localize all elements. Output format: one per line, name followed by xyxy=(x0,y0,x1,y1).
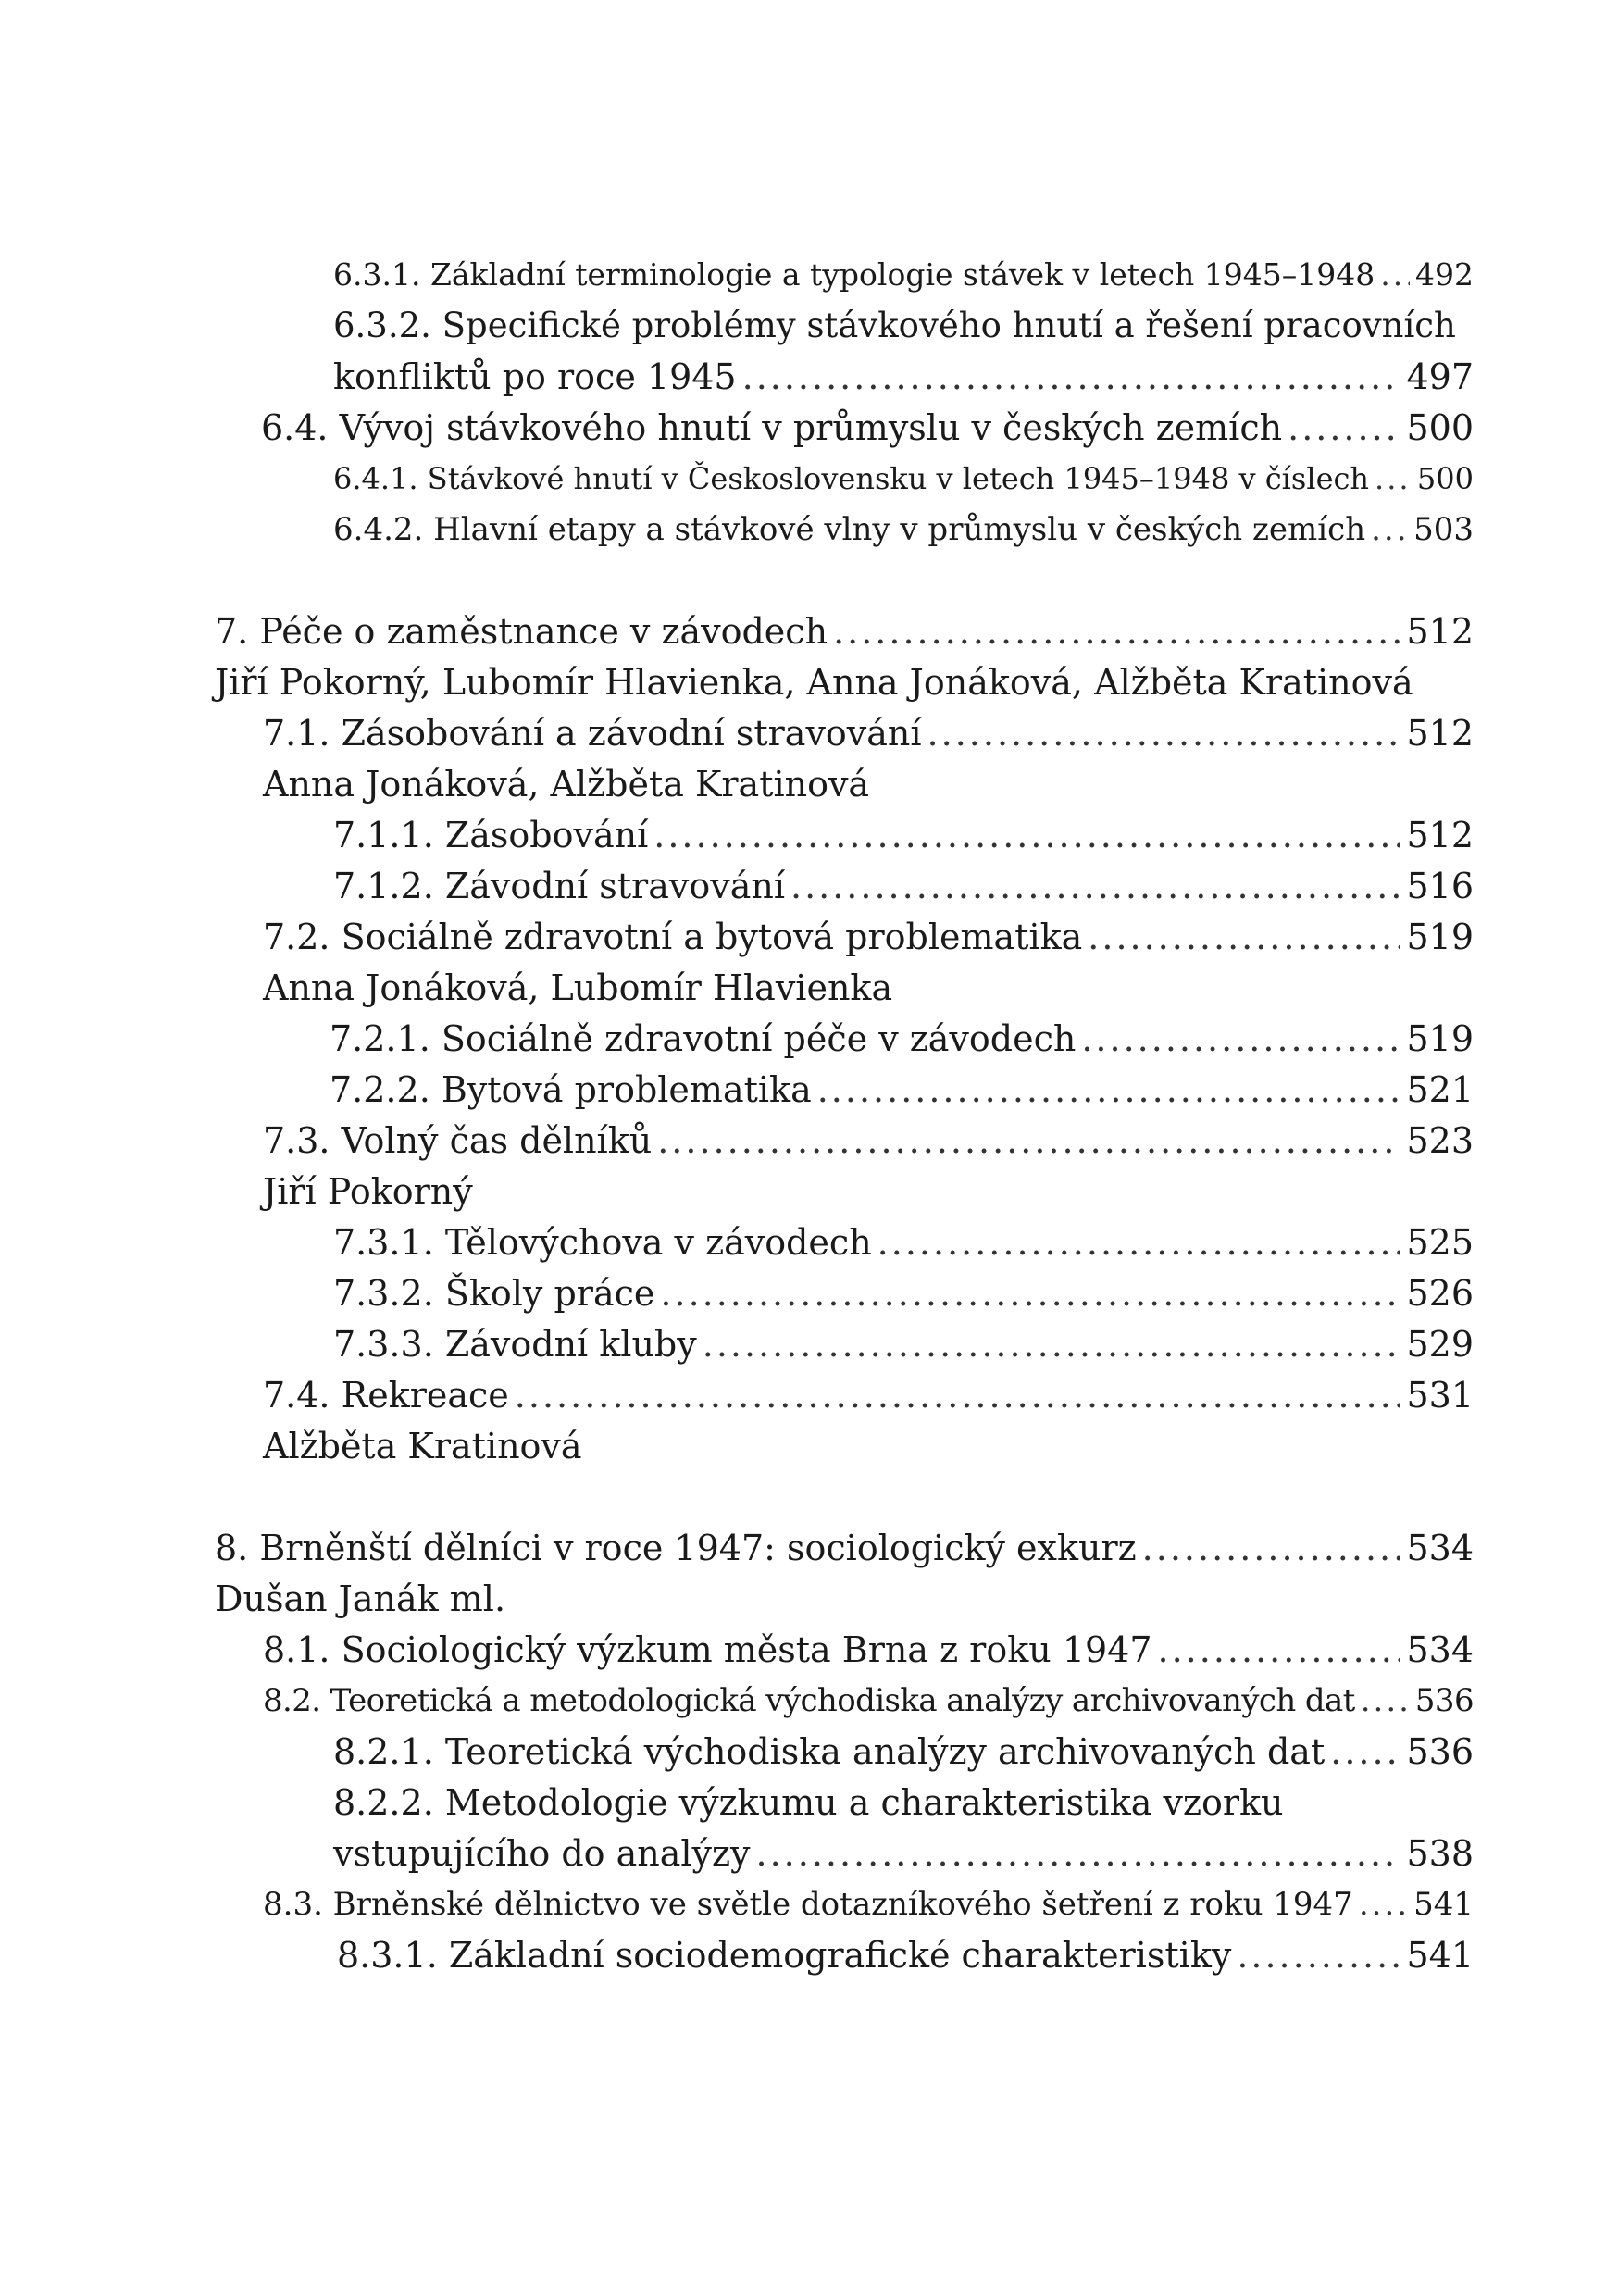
toc-entry: konfliktů po roce 1945 ..... 497 xyxy=(333,352,1474,402)
toc-authors: Dušan Janák ml. xyxy=(215,1578,506,1619)
toc-entry: 7.3.1. Tělovýchova v závodech ..... 525 xyxy=(333,1217,1474,1267)
toc-entry: 7.2. Sociálně zdravotní a bytová problematika ..... 519 xyxy=(263,912,1474,962)
toc-entry: 6.3.1. Základní terminologie a typologie stávek v letech 1945–1948 ..... 492 xyxy=(333,250,1474,300)
toc-entry: 7.1. Zásobování a závodní stravování ..... 512 xyxy=(263,708,1474,758)
toc-entry: 7.1.1. Zásobování ..... 512 xyxy=(333,810,1474,860)
toc-entry: 8.3. Brněnské dělnictvo ve světle dotazníkového šetření z roku 1947 ..... 541 xyxy=(263,1879,1474,1929)
toc-entry: 8.2.2. Metodologie výzkumu a charakteristika vzorku xyxy=(333,1782,1284,1823)
toc-entry: 8.2. Teoretická a metodologická východiska analýzy archivovaných dat ..... 536 xyxy=(263,1676,1474,1726)
toc-entry: 6.3.2. Specifické problémy stávkového hnutí a řešení pracovních xyxy=(333,306,1456,345)
toc-chapter: 7. Péče o zaměstnance v závodech ..... 512 xyxy=(215,606,1474,656)
toc-entry: 6.4.1. Stávkové hnutí v Československu v letech 1945–1948 v číslech ..... 500 xyxy=(333,454,1474,504)
toc-entry: 7.1.2. Závodní stravování ..... 516 xyxy=(333,861,1474,911)
toc-authors: Alžběta Kratinová xyxy=(263,1426,582,1466)
toc-entry: 8.2.1. Teoretická východiska analýzy archivovaných dat ..... 536 xyxy=(333,1727,1474,1777)
toc-entry: 8.1. Sociologický výzkum města Brna z roku 1947 ..... 534 xyxy=(263,1625,1474,1675)
toc-chapter: 8. Brněnští dělníci v roce 1947: sociologický exkurz ..... 534 xyxy=(215,1523,1474,1573)
toc-entry: 7.3. Volný čas dělníků ..... 523 xyxy=(263,1116,1474,1166)
toc-entry: 6.4. Vývoj stávkového hnutí v průmyslu v českých zemích ..... 500 xyxy=(261,403,1474,453)
toc-entry: 7.2.2. Bytová problematika ..... 521 xyxy=(330,1065,1474,1115)
toc-entry: 7.3.3. Závodní kluby ..... 529 xyxy=(333,1319,1474,1369)
toc-entry: 6.4.2. Hlavní etapy a stávkové vlny v průmyslu v českých zemích ..... 503 xyxy=(333,505,1474,555)
toc-entry: 7.4. Rekreace ..... 531 xyxy=(263,1370,1474,1420)
toc-authors: Jiří Pokorný, Lubomír Hlavienka, Anna Jonáková, Alžběta Kratinová xyxy=(215,662,1413,703)
toc-entry: 8.3.1. Základní sociodemografické charakteristiky ..... 541 xyxy=(337,1930,1474,1980)
toc-entry: vstupujícího do analýzy ..... 538 xyxy=(333,1828,1474,1878)
toc-entry: 7.2.1. Sociálně zdravotní péče v závodech ..... 519 xyxy=(330,1014,1474,1064)
toc-authors: Anna Jonáková, Lubomír Hlavienka xyxy=(263,967,893,1008)
toc-entry: 7.3.2. Školy práce ..... 526 xyxy=(333,1268,1474,1318)
toc-authors: Anna Jonáková, Alžběta Kratinová xyxy=(263,764,870,805)
toc-authors: Jiří Pokorný xyxy=(263,1171,473,1212)
